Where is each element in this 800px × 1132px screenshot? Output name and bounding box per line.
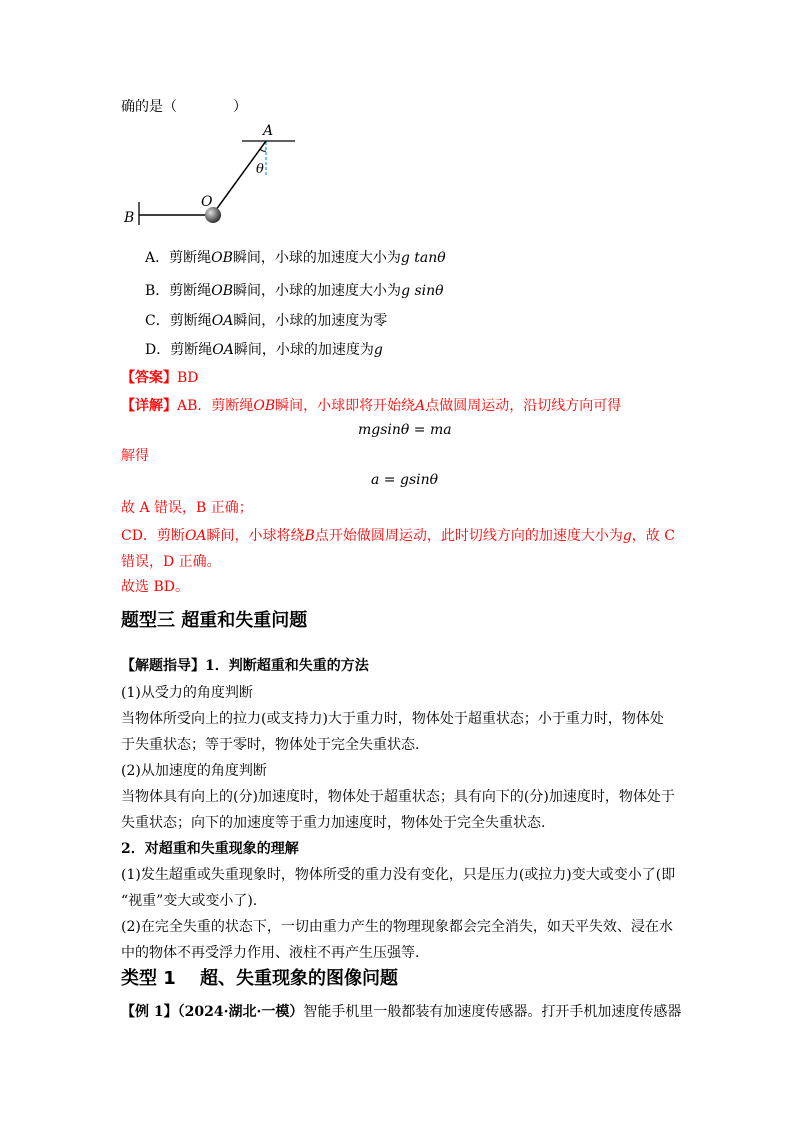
- theta-arc: [260, 149, 266, 151]
- guide-sub-2: (2)从加速度的角度判断: [121, 763, 267, 779]
- detail-line-2: CD．剪断OA瞬间，小球将绕B点开始做圆周运动，此时切线方向的加速度大小为g，故 C: [121, 528, 675, 544]
- section-title: 题型三 超重和失重问题: [121, 610, 308, 631]
- guide-heading-2: 2．对超重和失重现象的理解: [121, 841, 299, 857]
- option-c: C．剪断绳OA瞬间，小球的加速度为零: [145, 313, 388, 329]
- label-theta: θ: [256, 162, 264, 177]
- option-d: D．剪断绳OA瞬间，小球的加速度为g: [145, 342, 383, 358]
- rope-oa: [213, 141, 266, 214]
- formula-2: a = gsinθ: [371, 472, 439, 488]
- label-a: A: [263, 123, 274, 139]
- guide-p1-l2: 于失重状态；等于零时，物体处于完全失重状态.: [121, 737, 420, 753]
- guide-p1-l1: 当物体所受向上的拉力(或支持力)大于重力时，物体处于超重状态；小于重力时，物体处: [121, 711, 664, 727]
- guide-p4-l2: 中的物体不再受浮力作用、液柱不再产生压强等.: [121, 945, 420, 961]
- solve-label: 解得: [121, 448, 149, 464]
- guide-heading-1: 【解题指导】1．判断超重和失重的方法: [121, 658, 369, 674]
- question-tail: 确的是（ ）: [121, 99, 247, 115]
- guide-p4-l1: (2)在完全失重的状态下，一切由重力产生的物理现象都会完全消失，如天平失效、浸在水: [121, 919, 673, 935]
- type-title: 类型 1 超、失重现象的图像问题: [121, 968, 399, 989]
- guide-p2-l1: 当物体具有向上的(分)加速度时，物体处于超重状态；具有向下的(分)加速度时，物体处于: [121, 789, 675, 805]
- guide-sub-1: (1)从受力的角度判断: [121, 685, 253, 701]
- detail-line-3: 错误，D 正确。: [121, 554, 221, 570]
- answer-line: 【答案】BD: [121, 370, 199, 386]
- guide-p3-l2: “视重”变大或变小了).: [121, 893, 258, 909]
- example-line: 【例 1】（2024·湖北·一模）智能手机里一般都装有加速度传感器。打开手机加速度传感器: [121, 1004, 682, 1020]
- final-answer: 故选 BD。: [121, 579, 189, 595]
- formula-1: mgsinθ = ma: [358, 422, 452, 438]
- guide-p2-l2: 失重状态；向下的加速度等于重力加速度时，物体处于完全失重状态.: [121, 815, 546, 831]
- label-o: O: [201, 194, 213, 210]
- conclusion-1: 故 A 错误，B 正确；: [121, 500, 253, 516]
- pendulum-figure: [115, 118, 315, 230]
- detail-line-1: 【详解】AB．剪断绳OB瞬间，小球即将开始绕A点做圆周运动，沿切线方向可得: [121, 398, 622, 414]
- label-b: B: [124, 210, 135, 226]
- option-a: A．剪断绳OB瞬间，小球的加速度大小为g tanθ: [145, 250, 446, 266]
- option-b: B．剪断绳OB瞬间，小球的加速度大小为g sinθ: [145, 283, 444, 299]
- guide-p3-l1: (1)发生超重或失重现象时，物体所受的重力没有变化，只是压力(或拉力)变大或变小了(即: [121, 867, 676, 883]
